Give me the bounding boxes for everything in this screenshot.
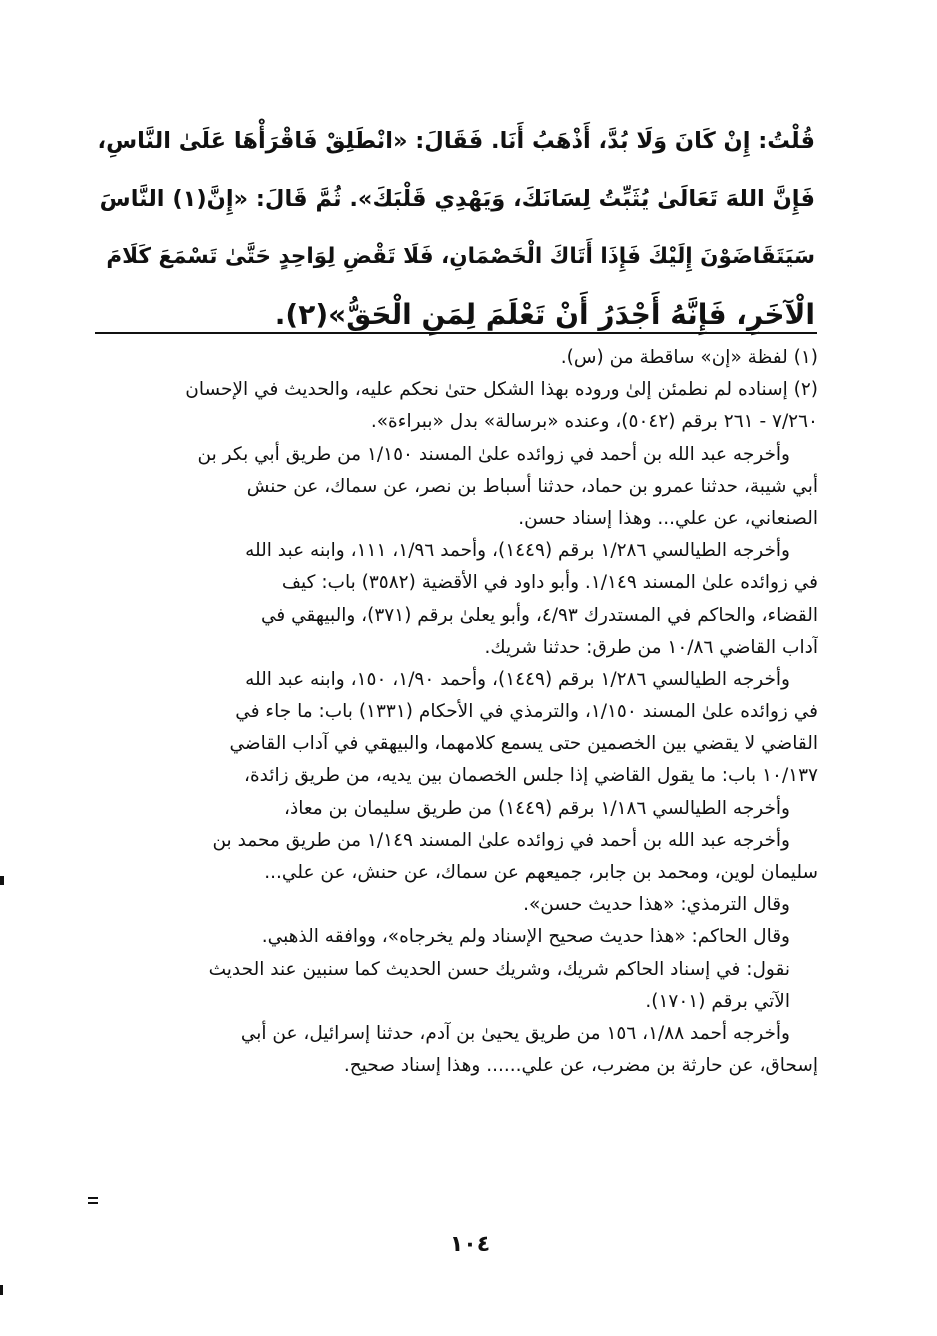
hadith-line: قُلْتُ: إِنْ كَانَ وَلَا بُدَّ، أَذْهَبُ أَنَا. فَقَالَ: «انْطَلِقْ فَاقْرَأْهَا عَلَىٰ النَّاسِ، [97, 128, 815, 154]
footnote-line: وأخرجه الطيالسي ١/١٨٦ برقم (١٤٤٩) من طريق سليمان بن معاذ، [284, 797, 790, 819]
scan-mark [88, 1202, 98, 1204]
footnote-line: القاضي لا يقضي بين الخصمين حتى يسمع كلامهما، والبيهقي في آداب القاضي [229, 733, 818, 755]
footnote-line: وأخرجه عبد الله بن أحمد في زوائده علىٰ المسند ١/١٤٩ من طريق محمد بن [212, 829, 790, 851]
footnote-line: وقال الحاكم: «هذا حديث صحيح الإسناد ولم يخرجاه»، ووافقه الذهبي. [261, 926, 790, 948]
footnote-line: وقال الترمذي: «هذا حديث حسن». [523, 894, 790, 916]
scan-mark [0, 876, 4, 885]
footnote-line: الصنعاني، عن علي... وهذا إسناد حسن. [518, 507, 818, 529]
footnote-line: الآتي برقم (١٧٠١). [645, 990, 790, 1012]
footnote-line: وأخرجه أحمد ١/٨٨، ١٥٦ من طريق يحيىٰ بن آدم، حدثنا إسرائيل، عن أبي [240, 1022, 790, 1044]
footnote-line: نقول: في إسناد الحاكم شريك، وشريك حسن الحديث كما سنبين عند الحديث [208, 958, 790, 980]
footnote-line: أبي شيبة، حدثنا عمرو بن حماد، حدثنا أسباط بن نصر، عن سماك، عن حنش [246, 475, 818, 497]
hadith-line: سَيَتَقَاضَوْنَ إِلَيْكَ فَإِذَا أَتَاكَ الْخَصْمَانِ، فَلَا تَقْضِ لِوَاحِدٍ حَتَّىٰ تَسْمَعَ كَلَامَ [106, 244, 815, 269]
scan-mark [88, 1197, 98, 1199]
footnote-line: آداب القاضي ١٠/٨٦ من طرق: حدثنا شريك. [484, 636, 818, 658]
hadith-line: فَإِنَّ اللهَ تَعَالَىٰ يُثَبِّتُ لِسَانَكَ، وَيَهْدِي قَلْبَكَ». ثُمَّ قَالَ: «إِنَّ(١) النَّاسَ [99, 186, 815, 212]
footnote-line: (٢) إسناده لم نطمئن إلىٰ وروده بهذا الشكل حتىٰ نحكم عليه، والحديث في الإحسان [185, 379, 818, 401]
hadith-text [95, 112, 815, 344]
footnote-line: وأخرجه الطيالسي ١/٢٨٦ برقم (١٤٤٩)، وأحمد ١/٩٠، ١٥٠، وابنه عبد الله [245, 668, 790, 690]
page-number: ١٠٤ [449, 1232, 491, 1257]
footnote-line: وأخرجه عبد الله بن أحمد في زوائده علىٰ المسند ١/١٥٠ من طريق أبي بكر بن [197, 443, 790, 465]
footnote-line: وأخرجه الطيالسي ١/٢٨٦ برقم (١٤٤٩)، وأحمد ١/٩٦، ١١١، وابنه عبد الله [245, 540, 790, 562]
footnote-line: ١٠/١٣٧ باب: ما يقول القاضي إذا جلس الخصمان بين يديه، من طريق زائدة، [243, 765, 818, 787]
footnotes [100, 342, 818, 1082]
footnote-separator [95, 332, 817, 334]
footnote-line: في زوائده علىٰ المسند ١/١٥٠، والترمذي في الأحكام (١٣٣١) باب: ما جاء في [235, 701, 818, 723]
footnote-line: في زوائده علىٰ المسند ١/١٤٩. وأبو داود في الأقضية (٣٥٨٢) باب: كيف [281, 572, 818, 594]
footnote-line: سليمان لوين، ومحمد بن جابر، جميعهم عن سماك، عن حنش، عن علي... [264, 862, 818, 883]
footnote-line: القضاء، والحاكم في المستدرك ٤/٩٣، وأبو يعلىٰ برقم (٣٧١)، والبيهقي في [260, 604, 818, 626]
footnote-line: إسحاق، عن حارثة بن مضرب، عن علي...... وهذا إسناد صحيح. [343, 1055, 818, 1077]
footnote-line: (١) لفظة «إن» ساقطة من (س). [560, 347, 818, 368]
footnote-line: ٧/٢٦٠ - ٢٦١ برقم (٥٠٤٢)، وعنده «برسالة» بدل «ببراءة». [370, 411, 818, 433]
hadith-line: الْآخَرِ، فَإِنَّهُ أَجْدَرُ أَنْ تَعْلَمَ لِمَنِ الْحَقُّ»(٢). [274, 298, 815, 331]
scan-mark [0, 1285, 3, 1295]
